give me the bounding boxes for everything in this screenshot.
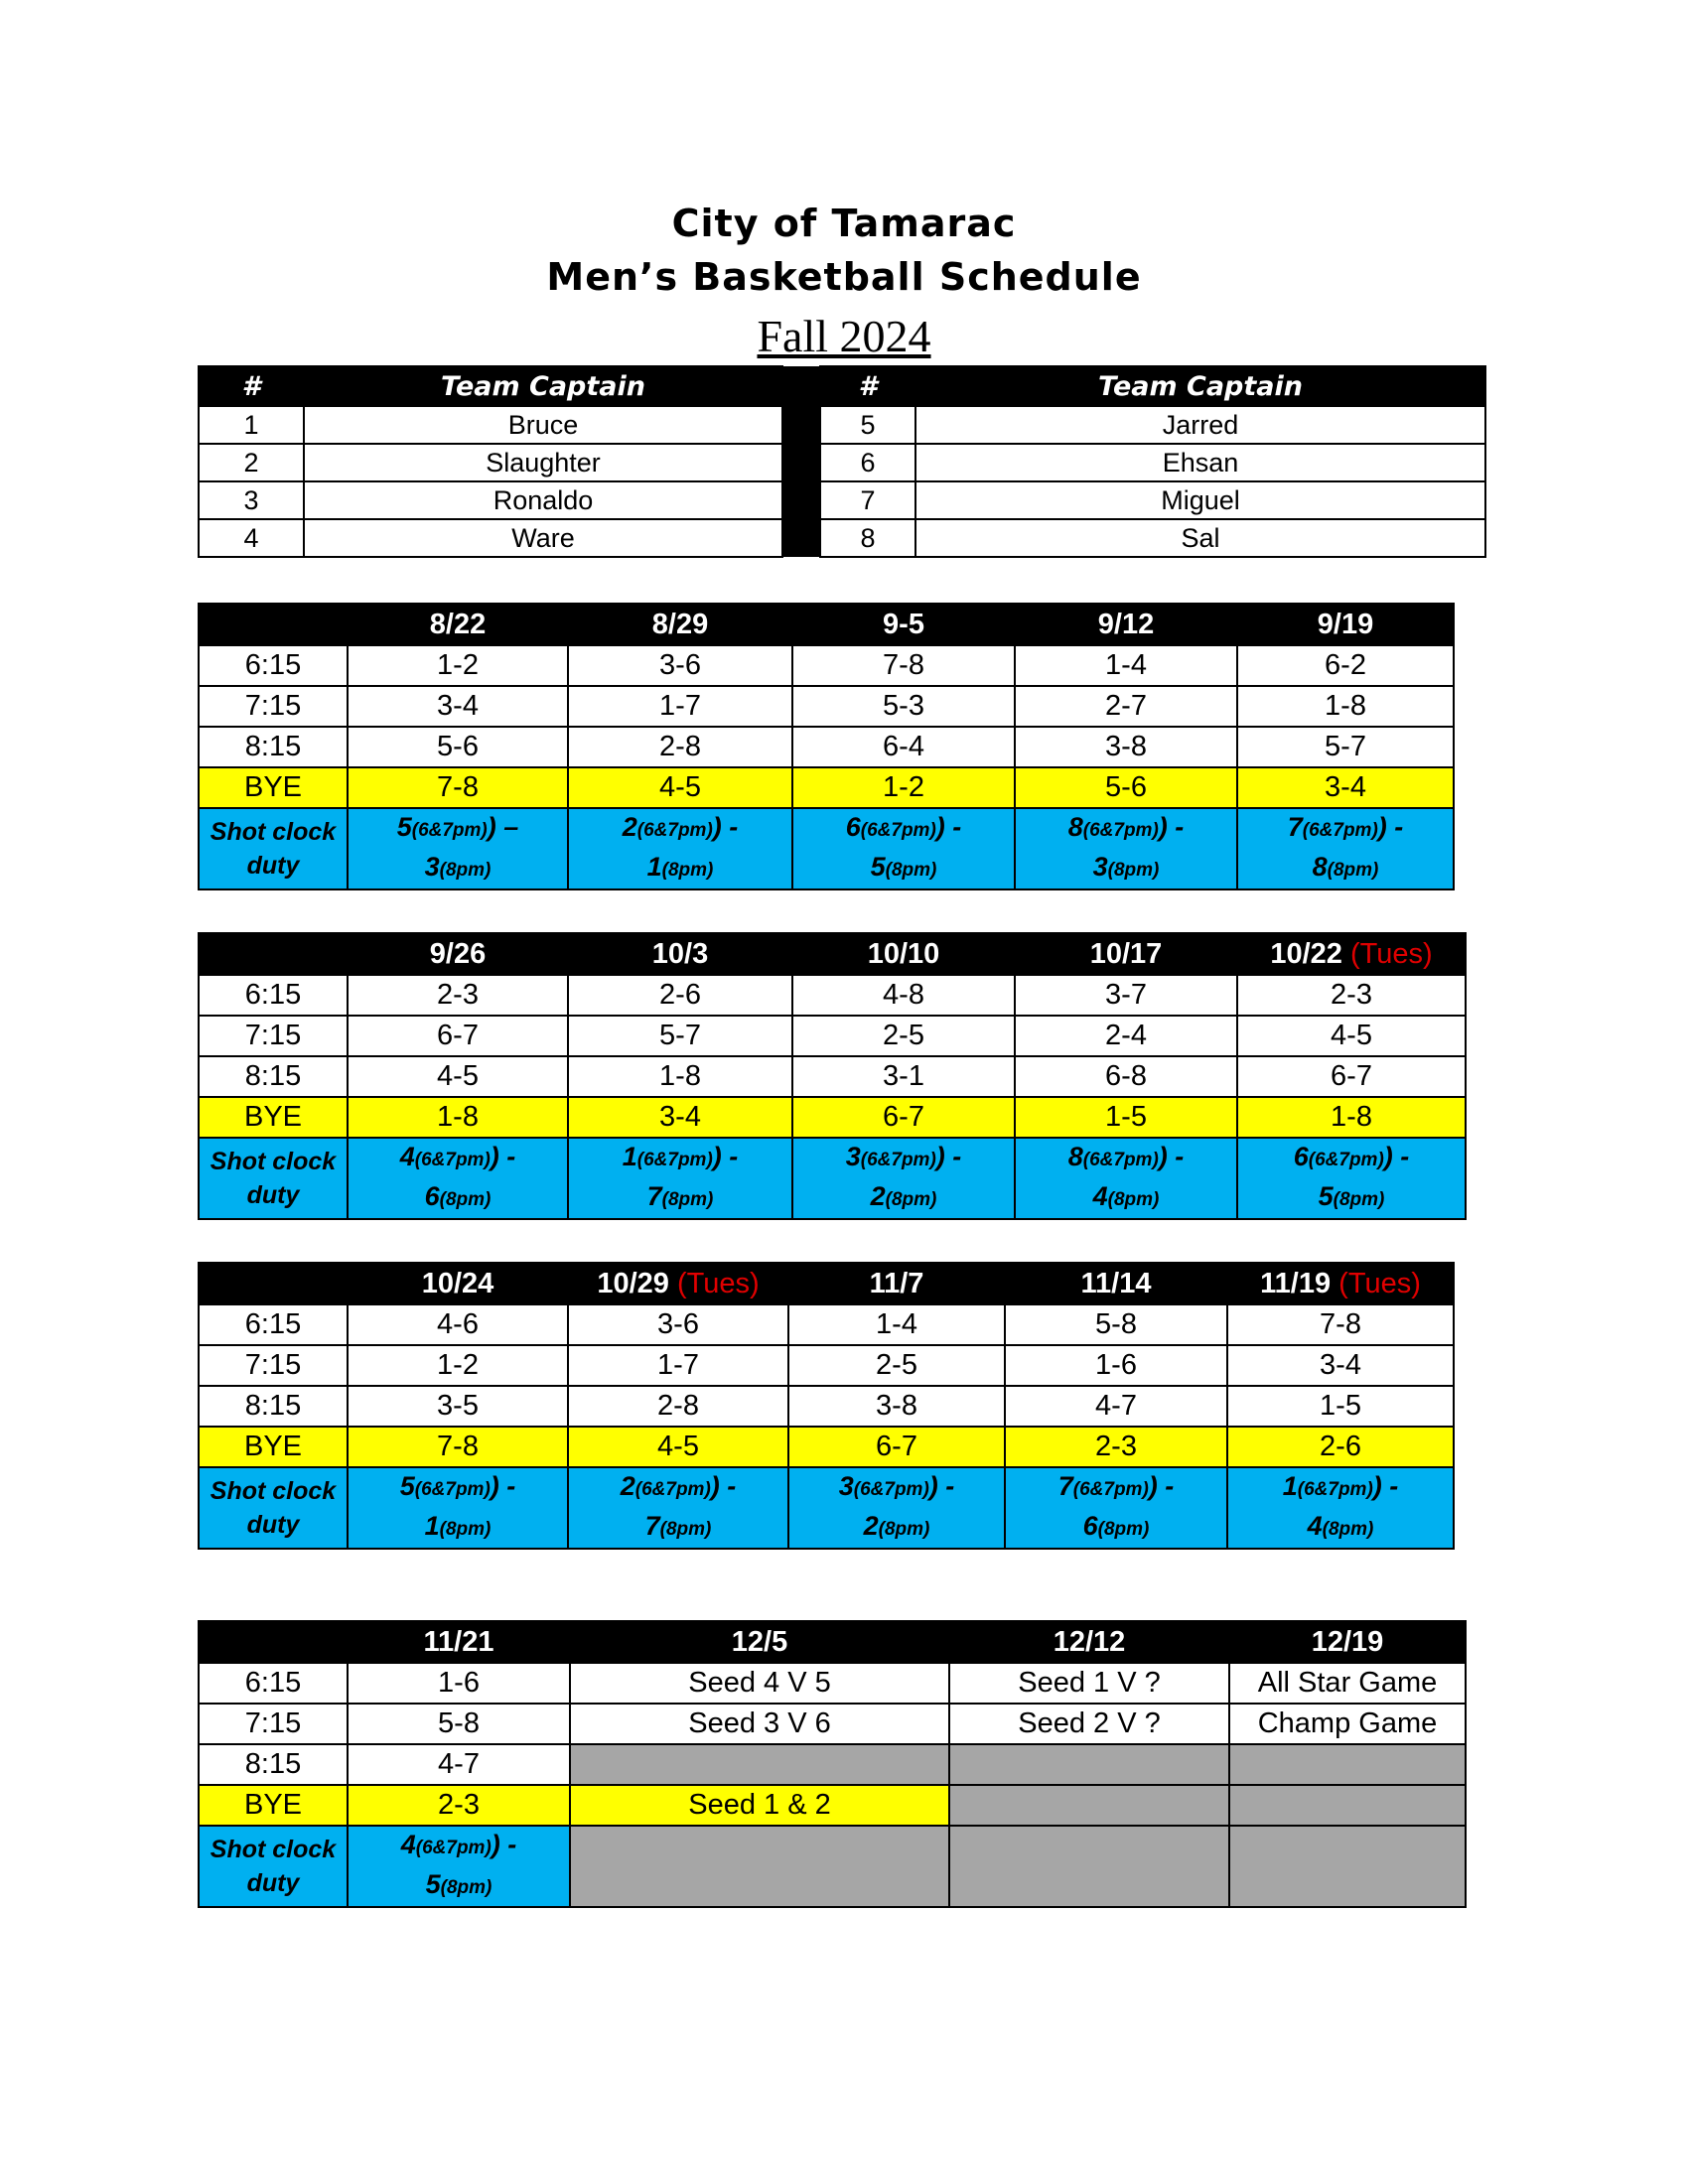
date-header-row — [199, 933, 1466, 975]
captain-name-header: Team Captain — [304, 366, 782, 406]
team-captain: Sal — [915, 519, 1485, 557]
matchup: 1-7 — [568, 686, 792, 727]
date-header: 9/26 — [348, 933, 568, 975]
game-row-715 — [199, 1016, 1466, 1056]
matchup: 5-7 — [568, 1016, 792, 1056]
matchup: 2-3 — [348, 975, 568, 1016]
date-header: 12/12 — [949, 1621, 1229, 1663]
schedule-block-3 — [198, 1262, 1455, 1550]
date-header: 10/22 (Tues) — [1237, 933, 1466, 975]
divider — [782, 519, 820, 557]
duty-cell: 8(6&7pm)) - 4(8pm) — [1015, 1138, 1237, 1219]
matchup: 6-4 — [792, 727, 1015, 767]
duty-cell: 4(6&7pm)) - 5(8pm) — [348, 1826, 570, 1907]
team-captain: Miguel — [915, 481, 1485, 519]
date-header: 9-5 — [792, 604, 1015, 645]
time-label: 8:15 — [199, 1386, 348, 1427]
date-header: 8/22 — [348, 604, 568, 645]
game-row-715 — [199, 686, 1454, 727]
team-captain: Bruce — [304, 406, 782, 444]
matchup: 4-5 — [1237, 1016, 1466, 1056]
date-header: 10/24 — [348, 1263, 568, 1304]
bye-teams: 1-5 — [1015, 1097, 1237, 1138]
shot-clock-duty-row — [199, 808, 1454, 889]
shot-clock-label: Shot clock duty — [199, 1467, 348, 1549]
bye-teams: 3-4 — [568, 1097, 792, 1138]
duty-cell: 7(6&7pm)) - 8(8pm) — [1237, 808, 1454, 889]
duty-cell: 1(6&7pm)) - 4(8pm) — [1227, 1467, 1454, 1549]
bye-teams: 3-4 — [1237, 767, 1454, 808]
bye-teams: 1-8 — [348, 1097, 568, 1138]
bye-teams: 4-5 — [568, 1427, 788, 1467]
schedule-block-2 — [198, 932, 1467, 1220]
duty-cell: 4(6&7pm)) - 6(8pm) — [348, 1138, 568, 1219]
team-captain: Ware — [304, 519, 782, 557]
matchup: 2-6 — [568, 975, 792, 1016]
corner-cell — [199, 933, 348, 975]
matchup: 3-6 — [568, 1304, 788, 1345]
empty-cell — [1229, 1785, 1466, 1826]
matchup: 4-5 — [348, 1056, 568, 1097]
date-header: 11/19 (Tues) — [1227, 1263, 1454, 1304]
team-number: 6 — [820, 444, 915, 481]
captain-row — [199, 519, 1485, 557]
matchup: 5-8 — [348, 1704, 570, 1744]
divider — [782, 481, 820, 519]
time-label: 6:15 — [199, 1304, 348, 1345]
matchup: 1-4 — [1015, 645, 1237, 686]
game-row-815 — [199, 1056, 1466, 1097]
matchup: 7-8 — [792, 645, 1015, 686]
divider — [782, 444, 820, 481]
empty-cell — [570, 1826, 949, 1907]
shot-clock-label: Shot clock duty — [199, 808, 348, 889]
bye-teams: 6-7 — [788, 1427, 1005, 1467]
empty-cell — [949, 1826, 1229, 1907]
matchup: 3-1 — [792, 1056, 1015, 1097]
duty-cell: 5(6&7pm)) - 1(8pm) — [348, 1467, 568, 1549]
duty-cell: 7(6&7pm)) - 6(8pm) — [1005, 1467, 1227, 1549]
empty-cell — [570, 1744, 949, 1785]
captain-row — [199, 406, 1485, 444]
date-header: 11/7 — [788, 1263, 1005, 1304]
matchup: 4-7 — [348, 1744, 570, 1785]
matchup: Champ Game — [1229, 1704, 1466, 1744]
game-row-615 — [199, 1304, 1454, 1345]
matchup: 2-4 — [1015, 1016, 1237, 1056]
matchup: 2-8 — [568, 1386, 788, 1427]
matchup: 3-5 — [348, 1386, 568, 1427]
captain-row — [199, 444, 1485, 481]
time-label: 8:15 — [199, 727, 348, 767]
matchup: 5-8 — [1005, 1304, 1227, 1345]
game-row-815 — [199, 1386, 1454, 1427]
bye-teams: 2-6 — [1227, 1427, 1454, 1467]
captain-num-header: # — [820, 366, 915, 406]
bye-label: BYE — [199, 1785, 348, 1826]
bye-teams: 7-8 — [348, 767, 568, 808]
time-label: 7:15 — [199, 686, 348, 727]
matchup: 4-6 — [348, 1304, 568, 1345]
title-season: Fall 2024 — [757, 311, 931, 361]
bye-row — [199, 1097, 1466, 1138]
empty-cell — [1229, 1826, 1466, 1907]
empty-cell — [1229, 1744, 1466, 1785]
team-captain: Ronaldo — [304, 481, 782, 519]
date-header: 9/19 — [1237, 604, 1454, 645]
date-header: 10/3 — [568, 933, 792, 975]
tuesday-note: (Tues) — [1349, 937, 1433, 970]
matchup: 2-7 — [1015, 686, 1237, 727]
duty-cell: 6(6&7pm)) - 5(8pm) — [1237, 1138, 1466, 1219]
bye-teams: 6-7 — [792, 1097, 1015, 1138]
shot-clock-duty-row — [199, 1138, 1466, 1219]
matchup: 1-7 — [568, 1345, 788, 1386]
matchup: Seed 1 V ? — [949, 1663, 1229, 1704]
matchup: 3-8 — [1015, 727, 1237, 767]
title-city: City of Tamarac — [671, 202, 1017, 245]
game-row-815 — [199, 727, 1454, 767]
matchup: 4-7 — [1005, 1386, 1227, 1427]
matchup: 3-6 — [568, 645, 792, 686]
date-header: 9/12 — [1015, 604, 1237, 645]
shot-clock-label: Shot clock duty — [199, 1138, 348, 1219]
bye-teams: 4-5 — [568, 767, 792, 808]
matchup: 3-4 — [348, 686, 568, 727]
matchup: Seed 4 V 5 — [570, 1663, 949, 1704]
bye-label: BYE — [199, 1427, 348, 1467]
schedule-block-1 — [198, 603, 1455, 890]
matchup: 1-6 — [1005, 1345, 1227, 1386]
date-header: 11/14 — [1005, 1263, 1227, 1304]
bye-teams: 1-2 — [792, 767, 1015, 808]
bye-row — [199, 1427, 1454, 1467]
team-captain: Slaughter — [304, 444, 782, 481]
duty-cell: 3(6&7pm)) - 2(8pm) — [788, 1467, 1005, 1549]
duty-cell: 1(6&7pm)) - 7(8pm) — [568, 1138, 792, 1219]
time-label: 7:15 — [199, 1016, 348, 1056]
game-row-615 — [199, 645, 1454, 686]
game-row-615 — [199, 1663, 1466, 1704]
date-header: 12/5 — [570, 1621, 949, 1663]
duty-cell: 3(6&7pm)) - 2(8pm) — [792, 1138, 1015, 1219]
matchup: 1-2 — [348, 1345, 568, 1386]
date-header-row — [199, 1621, 1466, 1663]
shot-clock-duty-row — [199, 1826, 1466, 1907]
tuesday-note: (Tues) — [676, 1267, 760, 1299]
bye-label: BYE — [199, 1097, 348, 1138]
game-row-615 — [199, 975, 1466, 1016]
bye-teams: Seed 1 & 2 — [570, 1785, 949, 1826]
matchup: 1-8 — [568, 1056, 792, 1097]
matchup: 6-7 — [348, 1016, 568, 1056]
empty-cell — [949, 1744, 1229, 1785]
date-header: 10/10 — [792, 933, 1015, 975]
captain-row — [199, 481, 1485, 519]
duty-cell: 8(6&7pm)) - 3(8pm) — [1015, 808, 1237, 889]
divider — [782, 366, 820, 406]
captain-name-header: Team Captain — [915, 366, 1485, 406]
team-number: 2 — [199, 444, 304, 481]
time-label: 8:15 — [199, 1056, 348, 1097]
matchup: 1-4 — [788, 1304, 1005, 1345]
date-header: 12/19 — [1229, 1621, 1466, 1663]
matchup: 6-8 — [1015, 1056, 1237, 1097]
tuesday-note: (Tues) — [1338, 1267, 1421, 1299]
duty-cell: 6(6&7pm)) - 5(8pm) — [792, 808, 1015, 889]
shot-clock-label: Shot clock duty — [199, 1826, 348, 1907]
date-header: 8/29 — [568, 604, 792, 645]
captain-num-header: # — [199, 366, 304, 406]
title-schedule: Men’s Basketball Schedule — [546, 255, 1142, 299]
bye-teams: 5-6 — [1015, 767, 1237, 808]
matchup: 6-2 — [1237, 645, 1454, 686]
duty-cell: 2(6&7pm)) - 1(8pm) — [568, 808, 792, 889]
matchup: 1-2 — [348, 645, 568, 686]
date-header: 11/21 — [348, 1621, 570, 1663]
date-header-row — [199, 604, 1454, 645]
team-number: 4 — [199, 519, 304, 557]
matchup: 6-7 — [1237, 1056, 1466, 1097]
game-row-715 — [199, 1345, 1454, 1386]
bye-label: BYE — [199, 767, 348, 808]
game-row-715 — [199, 1704, 1466, 1744]
bye-teams: 7-8 — [348, 1427, 568, 1467]
matchup: 2-8 — [568, 727, 792, 767]
time-label: 6:15 — [199, 645, 348, 686]
corner-cell — [199, 1263, 348, 1304]
time-label: 6:15 — [199, 975, 348, 1016]
bye-teams: 1-8 — [1237, 1097, 1466, 1138]
team-captains-table — [198, 365, 1486, 558]
bye-row — [199, 767, 1454, 808]
matchup: 3-8 — [788, 1386, 1005, 1427]
team-captain: Jarred — [915, 406, 1485, 444]
empty-cell — [949, 1785, 1229, 1826]
bye-teams: 2-3 — [1005, 1427, 1227, 1467]
matchup: 4-8 — [792, 975, 1015, 1016]
time-label: 7:15 — [199, 1345, 348, 1386]
duty-cell: 2(6&7pm)) - 7(8pm) — [568, 1467, 788, 1549]
team-number: 1 — [199, 406, 304, 444]
matchup: 7-8 — [1227, 1304, 1454, 1345]
team-number: 3 — [199, 481, 304, 519]
matchup: 1-8 — [1237, 686, 1454, 727]
bye-row — [199, 1785, 1466, 1826]
corner-cell — [199, 1621, 348, 1663]
game-row-815 — [199, 1744, 1466, 1785]
matchup: 5-7 — [1237, 727, 1454, 767]
matchup: 3-7 — [1015, 975, 1237, 1016]
schedule-block-4 — [198, 1620, 1467, 1908]
date-header: 10/17 — [1015, 933, 1237, 975]
team-number: 5 — [820, 406, 915, 444]
matchup: 1-5 — [1227, 1386, 1454, 1427]
matchup: 3-4 — [1227, 1345, 1454, 1386]
team-captain: Ehsan — [915, 444, 1485, 481]
time-label: 7:15 — [199, 1704, 348, 1744]
time-label: 6:15 — [199, 1663, 348, 1704]
matchup: Seed 2 V ? — [949, 1704, 1229, 1744]
duty-cell: 5(6&7pm)) – 3(8pm) — [348, 808, 568, 889]
matchup: All Star Game — [1229, 1663, 1466, 1704]
team-number: 7 — [820, 481, 915, 519]
team-number: 8 — [820, 519, 915, 557]
matchup: 2-3 — [1237, 975, 1466, 1016]
shot-clock-duty-row — [199, 1467, 1454, 1549]
date-header-row — [199, 1263, 1454, 1304]
time-label: 8:15 — [199, 1744, 348, 1785]
corner-cell — [199, 604, 348, 645]
matchup: Seed 3 V 6 — [570, 1704, 949, 1744]
captains-header-row — [199, 366, 1485, 406]
matchup: 2-5 — [788, 1345, 1005, 1386]
date-header: 10/29 (Tues) — [568, 1263, 788, 1304]
matchup: 2-5 — [792, 1016, 1015, 1056]
divider — [782, 406, 820, 444]
bye-teams: 2-3 — [348, 1785, 570, 1826]
matchup: 1-6 — [348, 1663, 570, 1704]
matchup: 5-6 — [348, 727, 568, 767]
matchup: 5-3 — [792, 686, 1015, 727]
